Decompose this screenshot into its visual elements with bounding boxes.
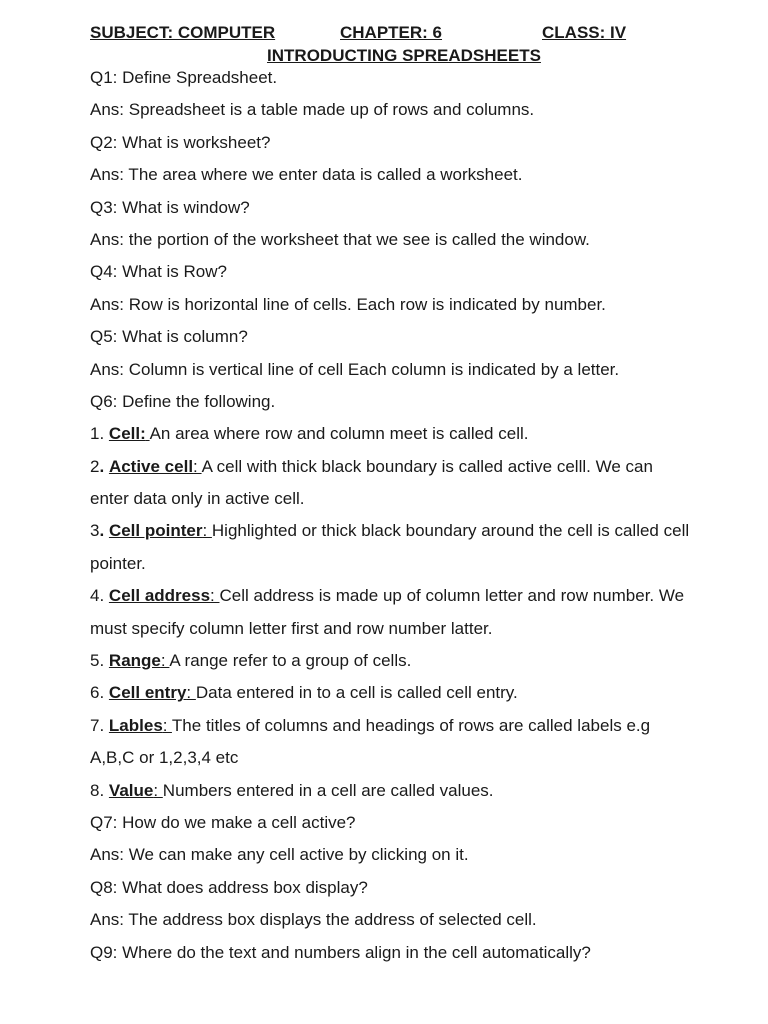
- question-2: Q2: What is worksheet?: [90, 132, 271, 152]
- definition-text: Data entered in to a cell is called cell entry.: [195, 683, 518, 703]
- definition-item: [90, 455, 720, 487]
- question-1: Q1: Define Spreadsheet.: [90, 68, 278, 87]
- answer-8: Ans: The address box displays the address of selected cell.: [90, 910, 537, 930]
- definition-item: [90, 519, 720, 551]
- definition-term: Active cell: [108, 456, 194, 476]
- document-body: [90, 66, 720, 973]
- definition-separator: :: [186, 683, 196, 703]
- definition-term: Cell entry: [108, 683, 187, 703]
- definition-text: Numbers entered in a cell are called values.: [162, 780, 494, 800]
- document-header: [90, 23, 630, 45]
- definition-number: 2: [90, 456, 100, 476]
- definition-continuation: must specify column letter first and row number latter.: [90, 618, 493, 638]
- answer-7: Ans: We can make any cell active by clicking on it.: [90, 845, 469, 865]
- definition-dot: .: [99, 521, 105, 541]
- definition-item: [90, 649, 720, 681]
- definition-item: [90, 779, 720, 811]
- definition-separator: :: [210, 586, 220, 606]
- question-7: Q7: How do we make a cell active?: [90, 812, 356, 832]
- definition-separator: :: [193, 456, 202, 476]
- definition-text: A range refer to a group of cells.: [169, 651, 412, 671]
- definition-separator: :: [160, 651, 170, 671]
- definition-text: An area where row and column meet is called cell.: [149, 424, 529, 444]
- answer-3: Ans: the portion of the worksheet that we see is called the window.: [90, 229, 590, 249]
- question-6: Q6: Define the following.: [90, 391, 276, 411]
- definition-item: [90, 714, 720, 746]
- definition-term: Value: [108, 780, 154, 800]
- chapter-label: CHAPTER: 6: [340, 23, 443, 42]
- answer-2: Ans: The area where we enter data is called a worksheet.: [90, 165, 523, 185]
- definition-item: [90, 584, 720, 616]
- definition-continuation: pointer.: [90, 553, 146, 573]
- definition-dot: .: [99, 456, 105, 476]
- definition-item: [90, 681, 720, 713]
- question-3: Q3: What is window?: [90, 197, 250, 217]
- definition-continuation: A,B,C or 1,2,3,4 etc: [90, 748, 239, 768]
- question-4: Q4: What is Row?: [90, 262, 227, 282]
- answer-1: Ans: Spreadsheet is a table made up of rows and columns.: [90, 100, 535, 120]
- definition-number: 4.: [90, 586, 105, 606]
- definition-number: 3: [90, 521, 100, 541]
- definition-term: Cell address: [108, 586, 211, 606]
- question-5: Q5: What is column?: [90, 327, 248, 347]
- answer-5: Ans: Column is vertical line of cell Each column is indicated by a letter.: [90, 359, 620, 379]
- question-9: Q9: Where do the text and numbers align in the cell automatically?: [90, 942, 591, 962]
- definition-term: Range: [108, 651, 161, 671]
- definition-number: 7.: [90, 715, 105, 735]
- answer-4: Ans: Row is horizontal line of cells. Each row is indicated by number.: [90, 294, 606, 314]
- definition-separator: :: [202, 521, 212, 541]
- definition-number: 8.: [90, 780, 105, 800]
- class-label: CLASS: IV: [542, 23, 627, 42]
- definition-text: A cell with thick black boundary is called active celll. We can: [201, 456, 653, 476]
- definition-term: Lables: [108, 715, 163, 735]
- definition-separator: :: [153, 780, 163, 800]
- definition-term: Cell pointer: [108, 521, 203, 541]
- question-8: Q8: What does address box display?: [90, 877, 368, 897]
- definition-number: 6.: [90, 683, 105, 703]
- definition-text: The titles of columns and headings of rows are called labels e.g: [171, 715, 651, 735]
- definition-text: Highlighted or thick black boundary around the cell is called cell: [211, 521, 690, 541]
- definition-term: Cell:: [108, 424, 146, 444]
- definition-number: 1.: [90, 424, 105, 444]
- definition-number: 5.: [90, 651, 105, 671]
- definition-text: Cell address is made up of column letter and row number. We: [219, 586, 685, 606]
- subject-label: SUBJECT: COMPUTER: [90, 23, 276, 42]
- document-title: INTRODUCTING SPREADSHEETS: [267, 46, 541, 65]
- definition-continuation: enter data only in active cell.: [90, 489, 305, 509]
- definition-separator: :: [162, 715, 172, 735]
- definition-item: [90, 422, 720, 454]
